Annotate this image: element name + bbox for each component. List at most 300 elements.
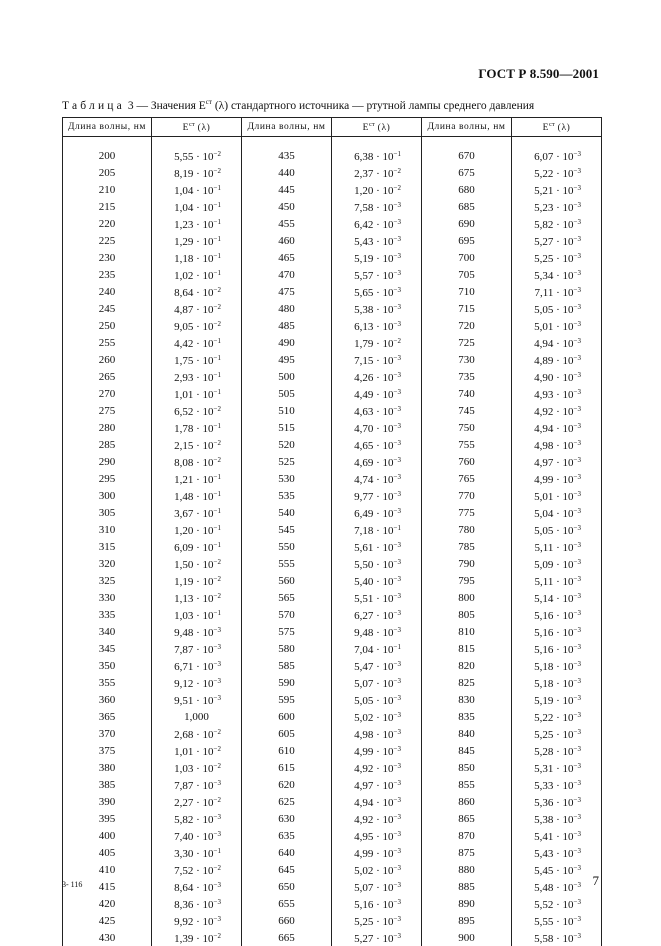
mantissa: 5,02 · 10 <box>354 865 393 877</box>
exponent: −1 <box>214 507 221 515</box>
irradiance-cell <box>512 164 602 181</box>
exponent: −3 <box>574 660 581 668</box>
exponent: −2 <box>214 745 221 753</box>
exponent: −3 <box>574 728 581 736</box>
exponent: −3 <box>214 813 221 821</box>
wavelength-cell: 690 <box>422 215 512 232</box>
exponent: −3 <box>574 558 581 566</box>
wavelength-cell: 865 <box>422 810 512 827</box>
wavelength-cell: 245 <box>63 300 152 317</box>
irradiance-cell <box>332 878 422 895</box>
wavelength-cell: 885 <box>422 878 512 895</box>
table-row <box>63 283 602 300</box>
wavelength-cell: 615 <box>242 759 332 776</box>
wavelength-cell: 320 <box>63 555 152 572</box>
table-row <box>63 487 602 504</box>
mantissa: 5,47 · 10 <box>354 661 393 673</box>
irradiance-cell <box>512 657 602 674</box>
mantissa: 4,97 · 10 <box>354 780 393 792</box>
mantissa: 4,89 · 10 <box>534 355 573 367</box>
irradiance-cell <box>512 555 602 572</box>
wavelength-cell: 570 <box>242 606 332 623</box>
irradiance-cell <box>152 895 242 912</box>
mantissa: 1,20 · 10 <box>354 185 393 197</box>
mantissa: 7,87 · 10 <box>174 780 213 792</box>
table-row <box>63 198 602 215</box>
table-caption <box>62 98 534 112</box>
mantissa: 1,18 · 10 <box>174 253 213 265</box>
exponent: −3 <box>394 813 401 821</box>
wavelength-cell: 740 <box>422 385 512 402</box>
wavelength-cell: 315 <box>63 538 152 555</box>
irradiance-cell <box>152 674 242 691</box>
exponent: −3 <box>394 694 401 702</box>
mantissa: 2,37 · 10 <box>354 168 393 180</box>
exponent: −3 <box>394 473 401 481</box>
irradiance-cell <box>332 674 422 691</box>
wavelength-cell: 620 <box>242 776 332 793</box>
wavelength-cell: 565 <box>242 589 332 606</box>
exponent: −3 <box>574 592 581 600</box>
mantissa: 8,08 · 10 <box>174 457 213 469</box>
exponent: −3 <box>574 677 581 685</box>
wavelength-cell: 515 <box>242 419 332 436</box>
exponent: −2 <box>214 150 221 158</box>
wavelength-cell: 395 <box>63 810 152 827</box>
wavelength-cell: 430 <box>63 929 152 946</box>
irradiance-cell <box>512 708 602 725</box>
irradiance-cell <box>332 623 422 640</box>
wavelength-cell: 280 <box>63 419 152 436</box>
mantissa: 5,82 · 10 <box>534 219 573 231</box>
exponent: −1 <box>214 422 221 430</box>
irradiance-cell <box>512 385 602 402</box>
irradiance-cell <box>332 334 422 351</box>
wavelength-cell: 595 <box>242 691 332 708</box>
table-row <box>63 810 602 827</box>
exponent: −2 <box>214 167 221 175</box>
mantissa: 5,55 · 10 <box>174 151 213 163</box>
wavelength-cell: 705 <box>422 266 512 283</box>
mantissa: 4,94 · 10 <box>534 338 573 350</box>
wavelength-cell: 730 <box>422 351 512 368</box>
mantissa: 5,38 · 10 <box>354 304 393 316</box>
exponent: −2 <box>214 762 221 770</box>
header-wavelength <box>63 118 152 137</box>
irradiance-cell <box>332 385 422 402</box>
exponent: −3 <box>394 252 401 260</box>
exponent: −3 <box>394 660 401 668</box>
irradiance-cell <box>332 538 422 555</box>
irradiance-cell <box>152 521 242 538</box>
mantissa: 4,93 · 10 <box>534 389 573 401</box>
exponent: −3 <box>574 269 581 277</box>
irradiance-cell <box>332 589 422 606</box>
mantissa: 4,92 · 10 <box>354 763 393 775</box>
irradiance-cell <box>332 232 422 249</box>
irradiance-cell <box>332 555 422 572</box>
exponent: −1 <box>214 269 221 277</box>
wavelength-cell: 790 <box>422 555 512 572</box>
mantissa: 4,90 · 10 <box>534 372 573 384</box>
irradiance-cell <box>152 147 242 164</box>
spacer-cell <box>422 137 512 148</box>
exponent: −1 <box>214 541 221 549</box>
mantissa: 4,99 · 10 <box>354 746 393 758</box>
mantissa: 6,07 · 10 <box>534 151 573 163</box>
exponent: −3 <box>574 796 581 804</box>
mantissa: 5,55 · 10 <box>534 916 573 928</box>
exponent: −1 <box>214 218 221 226</box>
irradiance-cell <box>332 487 422 504</box>
wavelength-cell: 670 <box>422 147 512 164</box>
irradiance-cell <box>152 844 242 861</box>
mantissa: 4,26 · 10 <box>354 372 393 384</box>
exponent: −3 <box>394 354 401 362</box>
irradiance-cell <box>512 436 602 453</box>
wavelength-cell: 755 <box>422 436 512 453</box>
table-row <box>63 317 602 334</box>
irradiance-cell <box>152 776 242 793</box>
exponent: −3 <box>394 881 401 889</box>
irradiance-cell <box>332 759 422 776</box>
exponent: −1 <box>214 388 221 396</box>
irradiance-cell <box>332 657 422 674</box>
exponent: −3 <box>394 609 401 617</box>
exponent: −2 <box>214 320 221 328</box>
exponent: −2 <box>214 796 221 804</box>
wavelength-cell: 355 <box>63 674 152 691</box>
exponent: −3 <box>214 881 221 889</box>
header-label: Длина волны, нм <box>427 122 505 132</box>
mantissa: 7,18 · 10 <box>354 525 393 537</box>
mantissa: 7,04 · 10 <box>354 644 393 656</box>
mantissa: 5,45 · 10 <box>534 865 573 877</box>
mantissa: 4,99 · 10 <box>534 474 573 486</box>
irradiance-cell <box>152 215 242 232</box>
irradiance-cell <box>512 147 602 164</box>
wavelength-cell: 350 <box>63 657 152 674</box>
wavelength-cell: 200 <box>63 147 152 164</box>
exponent: −3 <box>394 558 401 566</box>
table-row <box>63 929 602 946</box>
exponent: −3 <box>574 932 581 940</box>
irradiance-cell <box>152 657 242 674</box>
wavelength-cell: 435 <box>242 147 332 164</box>
wavelength-cell: 685 <box>422 198 512 215</box>
table-row <box>63 521 602 538</box>
wavelength-cell: 745 <box>422 402 512 419</box>
irradiance-cell <box>512 640 602 657</box>
irradiance-cell <box>512 368 602 385</box>
mantissa: 5,09 · 10 <box>534 559 573 571</box>
table-row <box>63 385 602 402</box>
wavelength-cell: 765 <box>422 470 512 487</box>
irradiance-cell <box>512 351 602 368</box>
wavelength-cell: 550 <box>242 538 332 555</box>
wavelength-cell: 815 <box>422 640 512 657</box>
irradiance-cell <box>512 844 602 861</box>
wavelength-cell: 880 <box>422 861 512 878</box>
exponent: −3 <box>574 711 581 719</box>
wavelength-cell: 720 <box>422 317 512 334</box>
mantissa: 5,18 · 10 <box>534 678 573 690</box>
mantissa: 8,64 · 10 <box>174 882 213 894</box>
mantissa: 9,77 · 10 <box>354 491 393 503</box>
exponent: −3 <box>574 643 581 651</box>
mantissa: 7,52 · 10 <box>174 865 213 877</box>
mantissa: 5,18 · 10 <box>534 661 573 673</box>
mantissa: 2,68 · 10 <box>174 729 213 741</box>
irradiance-cell <box>152 708 242 725</box>
mantissa: 7,11 · 10 <box>535 287 574 299</box>
mantissa: 5,57 · 10 <box>354 270 393 282</box>
mantissa: 4,97 · 10 <box>534 457 573 469</box>
irradiance-cell <box>152 623 242 640</box>
document-code: ГОСТ Р 8.590—2001 <box>478 66 599 82</box>
irradiance-cell <box>332 912 422 929</box>
exponent: −3 <box>574 473 581 481</box>
caption-text-end: (λ) стандартного источника — ртутной лампы среднего давления <box>212 100 534 112</box>
table-row <box>63 776 602 793</box>
exponent: −3 <box>574 745 581 753</box>
exponent: −1 <box>214 252 221 260</box>
exponent: −3 <box>574 575 581 583</box>
wavelength-cell: 255 <box>63 334 152 351</box>
mantissa: 1,19 · 10 <box>174 576 213 588</box>
wavelength-cell: 445 <box>242 181 332 198</box>
wavelength-cell: 575 <box>242 623 332 640</box>
exponent: −3 <box>394 439 401 447</box>
mantissa: 6,71 · 10 <box>174 661 213 673</box>
wavelength-cell: 400 <box>63 827 152 844</box>
wavelength-cell: 680 <box>422 181 512 198</box>
irradiance-cell <box>152 198 242 215</box>
wavelength-cell: 265 <box>63 368 152 385</box>
wavelength-cell: 260 <box>63 351 152 368</box>
mantissa: 1,02 · 10 <box>174 270 213 282</box>
table-row <box>63 861 602 878</box>
exponent: −3 <box>574 813 581 821</box>
irradiance-cell <box>152 487 242 504</box>
exponent: −1 <box>214 609 221 617</box>
irradiance-cell <box>332 147 422 164</box>
mantissa: 5,14 · 10 <box>534 593 573 605</box>
irradiance-cell <box>512 419 602 436</box>
exponent: −3 <box>574 847 581 855</box>
table-row <box>63 793 602 810</box>
mantissa: 8,64 · 10 <box>174 287 213 299</box>
irradiance-cell <box>512 300 602 317</box>
header-superscript: ст <box>549 121 555 128</box>
irradiance-cell <box>152 385 242 402</box>
table-row <box>63 691 602 708</box>
mantissa: 7,87 · 10 <box>174 644 213 656</box>
mantissa: 4,49 · 10 <box>354 389 393 401</box>
exponent: −3 <box>394 507 401 515</box>
wavelength-cell: 775 <box>422 504 512 521</box>
wavelength-cell: 470 <box>242 266 332 283</box>
mantissa: 9,92 · 10 <box>174 916 213 928</box>
exponent: −2 <box>214 456 221 464</box>
wavelength-cell: 860 <box>422 793 512 810</box>
exponent: −3 <box>574 150 581 158</box>
irradiance-cell <box>152 759 242 776</box>
mantissa: 5,50 · 10 <box>354 559 393 571</box>
mantissa: 6,49 · 10 <box>354 508 393 520</box>
wavelength-cell: 890 <box>422 895 512 912</box>
wavelength-cell: 450 <box>242 198 332 215</box>
spacer-cell <box>332 137 422 148</box>
wavelength-cell: 600 <box>242 708 332 725</box>
print-mark: 3- 116 <box>62 880 82 889</box>
mantissa: 5,16 · 10 <box>354 899 393 911</box>
exponent: −3 <box>394 422 401 430</box>
mantissa: 5,48 · 10 <box>534 882 573 894</box>
irradiance-cell <box>332 419 422 436</box>
exponent: −3 <box>574 218 581 226</box>
exponent: −3 <box>574 830 581 838</box>
header-irradiance <box>152 118 242 137</box>
exponent: −1 <box>214 473 221 481</box>
irradiance-cell <box>152 606 242 623</box>
mantissa: 5,36 · 10 <box>534 797 573 809</box>
irradiance-cell <box>152 878 242 895</box>
wavelength-cell: 715 <box>422 300 512 317</box>
irradiance-cell <box>512 249 602 266</box>
exponent: −1 <box>214 337 221 345</box>
wavelength-cell: 590 <box>242 674 332 691</box>
table-row <box>63 708 602 725</box>
wavelength-cell: 485 <box>242 317 332 334</box>
wavelength-cell: 330 <box>63 589 152 606</box>
wavelength-cell: 545 <box>242 521 332 538</box>
table-row <box>63 436 602 453</box>
exponent: −3 <box>574 507 581 515</box>
header-wavelength <box>242 118 332 137</box>
exponent: −3 <box>214 643 221 651</box>
mantissa: 7,58 · 10 <box>354 202 393 214</box>
table-row <box>63 402 602 419</box>
irradiance-cell <box>512 810 602 827</box>
irradiance-cell <box>332 844 422 861</box>
wavelength-cell: 710 <box>422 283 512 300</box>
mantissa: 4,98 · 10 <box>354 729 393 741</box>
table-row <box>63 844 602 861</box>
exponent: −2 <box>214 286 221 294</box>
wavelength-cell: 375 <box>63 742 152 759</box>
exponent: −1 <box>214 235 221 243</box>
irradiance-cell <box>152 181 242 198</box>
wavelength-cell: 655 <box>242 895 332 912</box>
irradiance-cell <box>332 181 422 198</box>
irradiance-cell <box>332 827 422 844</box>
spacer-cell <box>242 137 332 148</box>
table-row <box>63 181 602 198</box>
wavelength-cell: 800 <box>422 589 512 606</box>
wavelength-cell: 525 <box>242 453 332 470</box>
exponent: −3 <box>574 201 581 209</box>
exponent: −3 <box>394 575 401 583</box>
exponent: −2 <box>394 167 401 175</box>
irradiance-cell <box>332 572 422 589</box>
irradiance-cell <box>512 878 602 895</box>
irradiance-cell <box>512 181 602 198</box>
irradiance-cell <box>512 453 602 470</box>
irradiance-cell <box>332 504 422 521</box>
mantissa: 5,02 · 10 <box>354 712 393 724</box>
irradiance-cell <box>332 317 422 334</box>
mantissa: 9,48 · 10 <box>354 627 393 639</box>
wavelength-cell: 300 <box>63 487 152 504</box>
exponent: −3 <box>394 762 401 770</box>
irradiance-cell <box>152 810 242 827</box>
exponent: −1 <box>214 847 221 855</box>
exponent: −3 <box>394 728 401 736</box>
irradiance-cell <box>152 691 242 708</box>
wavelength-cell: 230 <box>63 249 152 266</box>
table-row <box>63 334 602 351</box>
mantissa: 1,79 · 10 <box>354 338 393 350</box>
wavelength-cell: 665 <box>242 929 332 946</box>
exponent: −1 <box>214 354 221 362</box>
wavelength-cell: 500 <box>242 368 332 385</box>
exponent: −3 <box>394 779 401 787</box>
irradiance-cell <box>152 164 242 181</box>
exponent: −3 <box>394 830 401 838</box>
wavelength-cell: 335 <box>63 606 152 623</box>
exponent: −2 <box>214 932 221 940</box>
exponent: −3 <box>574 337 581 345</box>
irradiance-cell <box>332 402 422 419</box>
wavelength-cell: 695 <box>422 232 512 249</box>
wavelength-cell: 495 <box>242 351 332 368</box>
mantissa: 1,04 · 10 <box>174 202 213 214</box>
irradiance-cell <box>512 929 602 946</box>
irradiance-cell <box>512 674 602 691</box>
exponent: −3 <box>394 864 401 872</box>
exponent: −2 <box>214 864 221 872</box>
exponent: −3 <box>214 915 221 923</box>
table-row <box>63 147 602 164</box>
irradiance-cell <box>152 232 242 249</box>
wavelength-cell: 480 <box>242 300 332 317</box>
irradiance-cell <box>332 810 422 827</box>
mantissa: 8,19 · 10 <box>174 168 213 180</box>
wavelength-cell: 325 <box>63 572 152 589</box>
mantissa: 1,01 · 10 <box>174 389 213 401</box>
table-row <box>63 674 602 691</box>
irradiance-cell <box>332 215 422 232</box>
irradiance-cell <box>152 572 242 589</box>
wavelength-cell: 270 <box>63 385 152 402</box>
header-label: E <box>183 123 189 133</box>
wavelength-cell: 460 <box>242 232 332 249</box>
spacer-cell <box>152 137 242 148</box>
wavelength-cell: 635 <box>242 827 332 844</box>
exponent: −3 <box>394 320 401 328</box>
irradiance-cell <box>152 334 242 351</box>
table-row <box>63 351 602 368</box>
irradiance-cell <box>512 487 602 504</box>
exponent: −3 <box>574 694 581 702</box>
mantissa: 1,21 · 10 <box>174 474 213 486</box>
mantissa: 1,04 · 10 <box>174 185 213 197</box>
exponent: −3 <box>574 490 581 498</box>
header-superscript: ст <box>369 121 375 128</box>
wavelength-cell: 390 <box>63 793 152 810</box>
irradiance-cell <box>152 351 242 368</box>
